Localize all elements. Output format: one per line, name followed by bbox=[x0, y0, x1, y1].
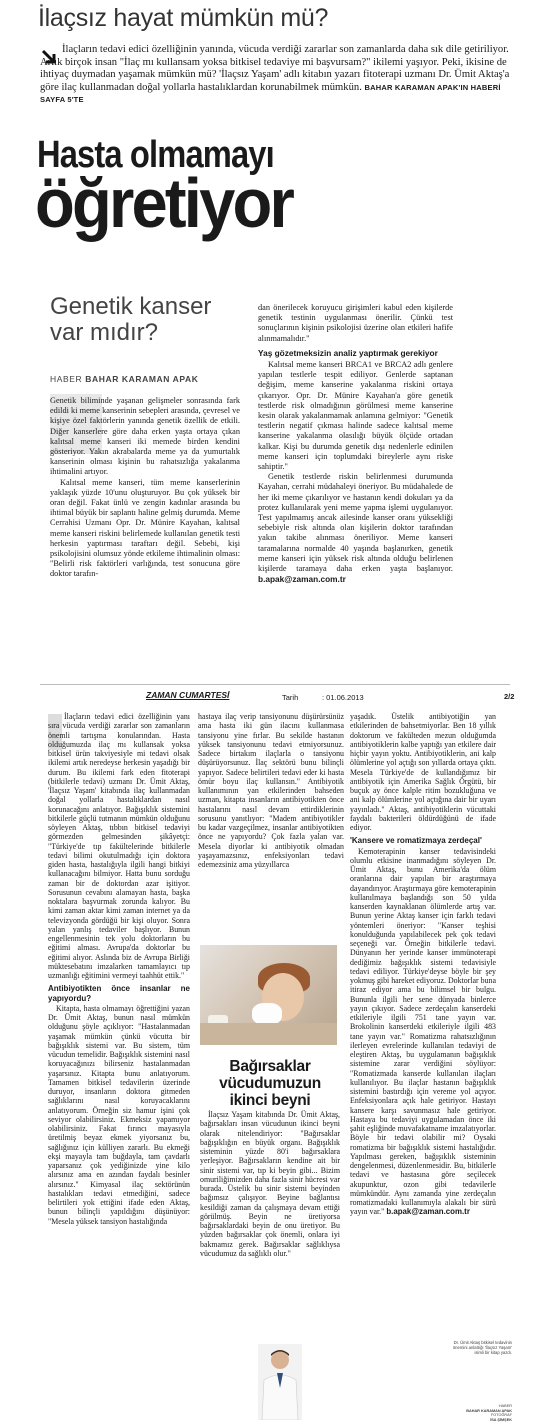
box-text-column bbox=[200, 1110, 340, 1258]
doctor-portrait bbox=[258, 1344, 302, 1420]
article1-column-2 bbox=[258, 303, 453, 585]
paragraph: dan önerilecek koruyucu girişimleri kabul eden kişilerde genetik testinin uygulanması önerilir. Çünkü test sonuçlarının kişinin psikolojisi üzerine olan etkileri hafife alınmamalıdır." bbox=[258, 303, 453, 343]
box-title: Bağırsaklar vücudumuzun ikinci beyni bbox=[219, 1058, 321, 1109]
article2-column-1 bbox=[48, 712, 190, 1226]
author-email: b.apak@zaman.com.tr bbox=[386, 1207, 470, 1217]
paragraph bbox=[350, 847, 496, 1217]
byline bbox=[50, 374, 199, 384]
photo-caption: Dr. Ümit Aktaş bitkisel tedavinin önemini anlattığı 'İlaçsız Yaşam' isimli bir kitap yazdı. bbox=[452, 1340, 512, 1356]
section-heading: 'Kansere ve romatizmaya zerdeçal' bbox=[350, 836, 482, 846]
credit-label: HABER bbox=[498, 1404, 512, 1408]
byline-name: BAHAR KARAMAN APAK bbox=[85, 374, 199, 384]
paragraph: İlaçların tedavi edici özelliğinin yanı sıra vücuda verdiği zararlar son zamanların önemli tartışma konularından. Hasta olduğumuzda ilaç mı kullansak yoksa bitkisel ürün takviyesiyle mi tedavi olsak ikilemi artık neredeyse herkesin yaşadığı bir durum. Bu ikilemi fark eden fitoterapi (bitkilerle tedavi) uzmanı Dr. Ümit Aktaş, 'İlaçsız Yaşam' kitabında ilaç kullanmadan doğal yollarla hastalıklardan nasıl korunacağını anlatıyor. Bağışıklık sistemini bitkilerle güçlü tutmanın mümkün olduğunu söyleyen Aktaş, tıbbın bitkisel tedaviyi görmezden gelmesinden şikâyetçi: "Türkiye'de tıp fakültelerinde bitkilerle tedavi bilimi okutulmadığı için doktora giden hasta, hastalığıyla ilgili hangi bitkiyi kullanacağını bilmiyor. Hatta bunu sorduğu zaman bir de doktordan azar işitiyor. Sorusunun cevabını alamayan hasta, başka noktalara başvurmak zorunda kalıyor. Bu kimi zaman aktar kimi zaman internet ya da televizyonda gördüğü bir kişi oluyor. Sonra yalan yanlış tedaviler başlıyor. Bunun engellenmesinin tek yolu doktorların bu eğitimi alması. Avrupa'da doktorlar bu eğitimi alıyor. Aslında biz de Avrupa Birliği müktesebatını imzalarken tamamlayıcı tıp uzmanlığı eğitimini vermeyi taahhüt ettik." bbox=[48, 712, 190, 980]
article-subheading: Genetik kanser var mıdır? bbox=[50, 293, 212, 346]
credit-name: BAHAR KARAMAN APAK bbox=[466, 1408, 512, 1413]
paragraph: Genetik biliminde yaşanan gelişmeler sonrasında fark edildi ki meme kanserinin sebepleri arasında, çevresel ve kişiye özel faktörlerin yanında genetik özellik de etkili. Diğer kanserlere göre daha erken yaşta ortaya çıkan kalıtsal meme kanseri iki memede birden kendini gösteriyor. Yakın akrabalarda meme ya da yumurtalık kanserinin olması kişinin bu rahatsızlığa yakalanma ihtimalini artıyor. bbox=[50, 396, 240, 477]
byline-prefix: HABER bbox=[50, 374, 83, 384]
headline-line-2: öğretiyor bbox=[35, 164, 293, 242]
date-label: Tarih bbox=[282, 693, 299, 702]
photo-blanket bbox=[200, 1023, 337, 1045]
paragraph: Kalıtsal meme kanseri, tüm meme kanserlerinin yaklaşık yüzde 10'unu oluşturuyor. Bu çok yüksek bir oran değil. Fakat ünlü ve zengin kadınlar arasında bu ihtimal büyük bir saplantı haline gelmiş durumda. Meme Cerrahisi Uzmanı Opr. Dr. Münire Kayahan, kalıtsal meme kanseri riskini belirlemede kullanılan genetik testi herkesin yaptırması taraftarı değil. Sebebi, kişi psikolojisini olumsuz yönde etkileme ihtimalinin olması: "Belirli risk faktörleri varlığında, test sonucuna göre doktor tarafın- bbox=[50, 477, 240, 579]
paragraph: Kalıtsal meme kanseri BRCA1 ve BRCA2 adlı genlere yapılan testlerle tespit ediliyor. Genlerde saptanan değişim, meme kanserine yakalanma riskini ortaya çıkarıyor. Opr. Dr. Münire Kayahan'a göre genetik testlerde risk olmadığının görülmesi meme kanserine kesin olarak yakalanmamak anlamına gelmiyor: "Genetik testlerin negatif çıkması halinde sadece kalıtsal meme kanserine yakalanma olasılığı büyük ölçüde ortadan kalkar. Kişi bu durumda genetik dışı nedenlerle edinilen meme kanseri için toplumdaki bireylerle aynı riske sahiptir." bbox=[258, 360, 453, 472]
sick-woman-photo bbox=[200, 945, 337, 1045]
credit-block bbox=[458, 1404, 512, 1422]
article2-column-2 bbox=[198, 712, 344, 869]
kicker-title: İlaçsız hayat mümkün mü? bbox=[38, 4, 329, 32]
paragraph-text: Kemoterapinin kanser tedavisindeki olumlu etkisine inanmadığını söyleyen Dr. Ümit Aktaş, bunu Amerika'da ölüm oranlarına dair yapılan bir araştırmaya dayandırıyor. Araştırmaya göre kemoterapinin kullanılmaya başlandığı son 50 yılda kanserden kaynaklanan ölümlerde artış var. Bunun yerine Aktaş kanser için farklı tedavi yöntemleri öneriyor: "Kanser teşhisi konulduğunda yapılabilecek pek çok tedavi seçeneği var. Örneğin bitkilerle tedavi. Dünyanın her yerinde kanser immünoterapi dediğimiz bağışıklık sistemi tedavisiyle tedavi ediliyor. Türkiye'deyse böyle bir şey yokmuş gibi hareket ediyoruz. Doktorlar buna itiraz ediyor ama bu bilimsel bir bulgu. Bununla ilgili her sene dünyada binlerce yayın çıkıyor. Sadece zerdeçalın kanserdeki etkileriyle ilgili 751 tane yayın var. Brokolinin kanserdeki etkileriyle ilgili 483 tane yayın var." Romatizma rahatsızlığının ilerleyen evrelerinde kullanılan tedaviyi de eleştiren Aktaş, bu uygulamanın bağışıklık sistemine zarar verdiğini söylüyor: "Romatizmada kanserde kullanılan ilaçları kullanılıyor. Bu ilaçlar hastanın bağışıklık sistemini bastırdığı için vereme yol açıyor. Enfeksiyonlara açık hale getiriyor. Hastayı kansere karşı savunmasız hale getiriyor. Hastaya bu tedaviyi uygulamadan önce iki şahit eşliğinde muvafakatname imzalatıyorlar. Böyle bir tedavi olabilir mi? Oysaki romatizma bir bağışıklık sistemi hastalığıdır. Yapılması gereken, bağışıklık sisteminin dengelenmesi, düzenlenmesidir. Bu, bitkilerle tedavi ve hastasına göre seçilecek akupunktur, ozon gibi tedavilerle mümkündür. Aynı zamanda yine zerdeçalın romatizmadaki kullanımıyla alakalı bir sürü yayın var." bbox=[350, 846, 496, 1217]
paragraph: yaşadık. Üstelik antibiyotiğin yan etkilerinden de bahsetmiyorlar. Ben 18 yıllık doktorum ve fakülteden mezun olduğumda antibiyotiklerin kalbe yaptığı yan etkilere dair hiçbir yayın yoktu. Antibiyotiklerin, ani kalp ölümlerine yol açtığı son yıllarda ortaya çıktı. Mesela Türkiye'de de kullandığımız bir antibiyotik için Amerika Sağlık Örgütü, bir buçuk ay önce kalple ritim bozukluğuna ve ani kalp ölümlerine yol açtığına dair bir uyarı yayınladı." Aktaş, antibiyotiklerin vücuttaki faydalı bakterileri öldürdüğünü de ifade ediyor. bbox=[350, 712, 496, 832]
article1-column-1 bbox=[50, 396, 240, 580]
paragraph-text: Genetik testlerde riskin belirlenmesi durumunda Kayahan, cerrahi müdahaleyi öneriyor. Bu müdahalede de her iki meme çıkarılıyor ve hastanın kendi dokuları ya da protez kullanılarak yeni meme yapma işlemi uygulanıyor. Test yapılmamış ancak ailesinde kanser oranı yüksekliği sebebiyle risk altında olan kişilerin doktor tarafından yakın takibe alınması öneriliyor. Meme kanseri taramalarına normalde 40 yaşında başlanırken, genetik meme kanseri için yüksek risk altında olduğu belirlenen kişilerde taramaya daha erken yaşta başlanıyor. bbox=[258, 472, 453, 574]
paragraph: Kitapta, hasta olmamayı öğrettiğini yazan Dr. Ümit Aktaş, bunun nasıl mümkün olduğunu şöyle açıklıyor: "Hastalanmadan yaşamak mümkün çünkü vücutta bir bağışıklık sistemi var. Bu sistem, tüm vücudun temelidir. Bağışıklık sistemini nasıl koruyacağınızı bilirseniz hastalanmadan yaşarsınız. Kitapta bunu anlatıyorum. Tamamen bitkisel tedavilerin üzerinde duruyor, insanların doktora gitmeden sağlıklarını nasıl koruyacaklarını anlatıyorum. Örneğin siz hamur işini çok seviyor olabilirsiniz. Ekmeksiz yapamıyor olabilirsiniz. Fakat fırıncı mayasıyla üretilmiş beyaz ekmek yiyorsanız bu, sağlığınız için külliyen zararlı. Bu ekmeği ekşi mayayla tam buğdayla, tam çavdarlı yaparsanız çok yediğinizde yine kilo alırsınız ama en azından faydalı besinler alırsınız." Kimyasal ilaç sektörünün hastalıkları tedavi etmediğini, sadece belirtileri yok ettiğini ifade eden Aktaş, bunun bilinçli yapıldığını düşünüyor: "Mesela yüksek tansiyon hastalığında bbox=[48, 1003, 190, 1226]
divider bbox=[40, 684, 510, 685]
page-number: 2/2 bbox=[504, 692, 515, 701]
lead-paragraph bbox=[40, 44, 515, 107]
credit-label: FOTOĞRAF bbox=[490, 1413, 512, 1418]
article2-column-3 bbox=[350, 712, 496, 1217]
paragraph: İlaçsız Yaşam kitabında Dr. Ümit Aktaş, bağırsakları insan vücudunun ikinci beyni olarak nitelendiriyor: "Bağırsaklar bağışıklığın en büyük organı. Bağışıklık sisteminin yüzde 80'i bağırsaklara yerleşiyor. Bağırsakların kendine ait bir sinir sistemi var, tıp ki beyin gibi... Bizim omuriliğimizden daha fazla sinir hücresi var burada. Üstelik bu sinir sistemi beyinden bağımsız çalışıyor. Beyine bağlantısı kesildiği zaman da çalışmaya devam ettiği görülmüş. Beyin ne üretiyorsa bağırsaklardaki beyin de onu üretiyor. Bu yüzden bağırsaklar çok önemli, onlara iyi bakmamız gerek. Bağırsaklar sağlıklıysa vücudumuz da sağlıklı olur." bbox=[200, 1110, 340, 1258]
section-heading: Yaş gözetmeksizin analiz yaptırmak gerekiyor bbox=[258, 347, 438, 358]
paragraph: hastaya ilaç verip tansiyonunu düşürürsünüz ama hasta iki gün ilacını kullanmasa tansiyonu yine fırlar. Bu sekilde hastanın yüksek tansiyonunu tedavi etmiyorsunuz. Sadece birtakım ilaçlarla o tansiyonu düşürüyorsunuz. İlaç sektörü bunu bilinçli yapıyor. Sadece belirtileri tedavi eder ki hasta ömür boyu ilaç kullansın." Antibiyotik kullanımının yan etkilerinden bahseden uzman, kitapta insanların antibiyotikten önce hastalarını nasıl devam ettirdiklerinin sorusunu yanıtlıyor: "Madem antibiyotikler bu kadar vazgeçilmez, insanlar antibiyotikten önce ne yapıyordu? Çok fazla yalan var. Mesela diyorlar ki antibiyotik olmadan yaşayamazsınız, enfeksiyonları tedavi edemezsiniz ama yüzyıllarca bbox=[198, 712, 344, 869]
photo-tissue bbox=[252, 1003, 282, 1025]
credit-name: İSA ŞİMŞEK bbox=[490, 1417, 512, 1422]
headline-line-1: Hasta olmamayı bbox=[37, 134, 274, 176]
section-heading: Antibiyotikten önce insanlar ne yapıyordu? bbox=[48, 984, 190, 1003]
paragraph bbox=[258, 472, 453, 585]
lead-text: İlaçların tedavi edici özelliğinin yanında, vücuda verdiği zararlar son zamanlarda daha sık dile getiriliyor. Artık birçok insan "İlaç mı kullansam yoksa bitkisel tedaviye mi başvursam?" ikilemi yaşıyor. Peki, ikisine de ihtiyaç duymadan yaşamak mümkün mü? 'İlaçsız Yaşam' adlı kitabın yazarı fitoterapi uzmanı Dr. Ümit Aktaş'a göre ilaç kullanmadan doğal yollarla hastalıklardan korunabilmek mümkün. bbox=[40, 44, 510, 93]
lead-reference: BAHAR KARAMAN APAK'IN HABERİ SAYFA 5'TE bbox=[40, 82, 501, 105]
source-name: ZAMAN CUMARTESİ bbox=[146, 690, 230, 700]
date-value: : 01.06.2013 bbox=[322, 693, 364, 702]
author-email: b.apak@zaman.com.tr bbox=[258, 574, 346, 585]
